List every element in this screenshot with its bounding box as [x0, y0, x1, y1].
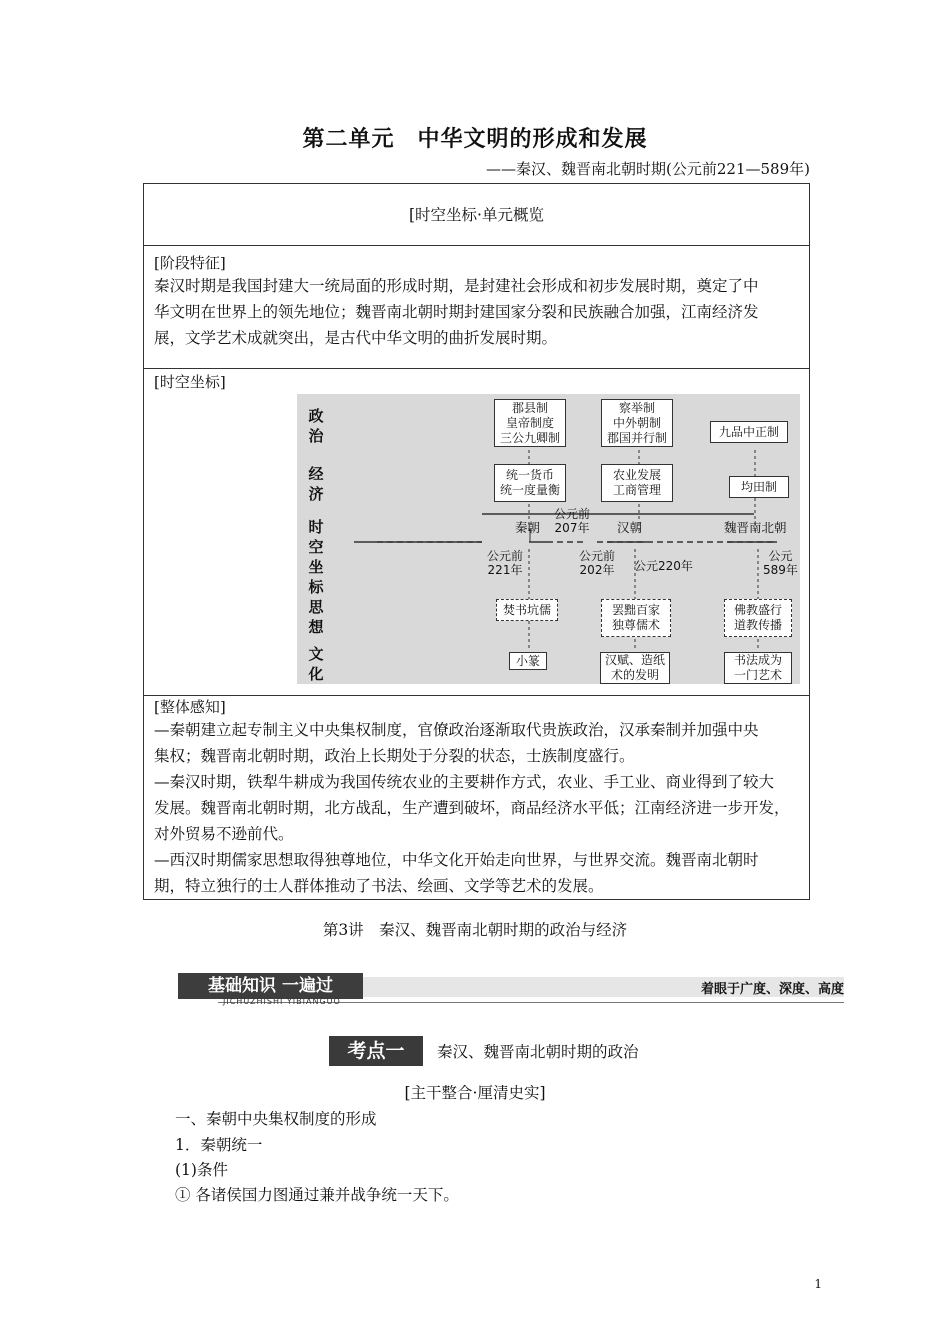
date-207bc: 公元前 207年	[554, 507, 591, 535]
unit-title: 第二单元 中华文明的形成和发展	[302, 126, 648, 152]
stage-line: 华文明在世界上的领先地位；魏晋南北朝时期封建国家分裂和民族融合加强，江南经济发	[154, 303, 759, 321]
date-221bc: 公元前 221年	[487, 549, 524, 577]
thought-wei-box: 佛教盛行 道教传播	[724, 599, 792, 637]
economy-wei-box: 均田制	[729, 476, 789, 498]
page-number: 1	[814, 1277, 822, 1291]
overview-header: [时空坐标·单元概览	[409, 206, 544, 224]
politics-qin-box: 郡县制 皇帝制度 三公九卿制	[494, 399, 566, 447]
whole-cell	[144, 696, 809, 899]
kaodian-title: 秦汉、魏晋南北朝时期的政治	[437, 1043, 639, 1061]
stage-cell	[144, 246, 809, 369]
whole-line: 发展。魏晋南北朝时期，北方战乱，生产遭到破坏，商品经济水平低；江南经济进一步开发，	[154, 799, 790, 817]
row-label-politics: 政 治	[308, 407, 324, 445]
whole-line: —西汉时期儒家思想取得独尊地位，中华文化开始走向世界，与世界交流。魏晋南北朝时	[154, 851, 759, 869]
row-label-culture: 文 化	[308, 645, 324, 683]
politics-han-box: 察举制 中外朝制 郡国并行制	[601, 399, 673, 447]
era-wei: 魏晋南北朝	[724, 520, 787, 535]
overview-header-cell	[144, 184, 809, 246]
whole-line: 对外贸易不逊前代。	[154, 825, 294, 843]
banner-tag: 着眼于广度、深度、高度	[700, 982, 844, 997]
date-220ad: 公元220年	[634, 559, 693, 573]
culture-qin-box: 小篆	[509, 652, 547, 670]
body-item: (1)条件	[175, 1161, 228, 1179]
whole-line: —秦朝建立起专制主义中央集权制度，官僚政治逐渐取代贵族政治，汉承秦制并加强中央	[154, 721, 759, 739]
body-heading: 一、秦朝中央集权制度的形成	[175, 1110, 377, 1128]
row-label-economy: 经 济	[308, 465, 324, 503]
lesson-title: 第3讲 秦汉、魏晋南北朝时期的政治与经济	[322, 921, 628, 939]
timeline-diagram	[297, 394, 800, 684]
coord-label: [时空坐标]	[154, 373, 226, 391]
economy-han-box: 农业发展 工商管理	[601, 464, 673, 502]
body-item: ① 各诸侯国力图通过兼并战争统一天下。	[175, 1186, 459, 1204]
row-label-thought: 思 想	[308, 598, 324, 636]
coord-cell	[144, 369, 809, 696]
kaodian-badge: 考点一	[329, 1036, 423, 1066]
era-qin: 秦朝	[515, 520, 541, 535]
body-subheading: 1．秦朝统一	[175, 1136, 263, 1154]
date-589ad: 公元 589年	[763, 549, 798, 577]
unit-subtitle: ——秦汉、魏晋南北朝时期(公元前221—589年)	[486, 160, 810, 178]
culture-han-box: 汉赋、造纸 术的发明	[600, 652, 670, 684]
whole-label: [整体感知]	[154, 698, 226, 716]
stage-line: 展，文学艺术成就突出，是古代中华文明的曲折发展时期。	[154, 329, 558, 347]
stage-line: 秦汉时期是我国封建大一统局面的形成时期，是封建社会形成和初步发展时期，奠定了中	[154, 277, 759, 295]
overview-table	[143, 183, 810, 900]
banner-sub: JICHUZHISHI YIBIANGUO	[223, 997, 341, 1006]
whole-line: 集权；魏晋南北朝时期，政治上长期处于分裂的状态，士族制度盛行。	[154, 747, 635, 765]
whole-line: 期，特立独行的士人群体推动了书法、绘画、文学等艺术的发展。	[154, 877, 604, 895]
section-banner	[178, 973, 844, 1005]
section-label: [主干整合·厘清史实]	[404, 1084, 546, 1102]
whole-line: —秦汉时期，铁犁牛耕成为我国传统农业的主要耕作方式，农业、手工业、商业得到了较大	[154, 773, 775, 791]
thought-qin-box: 焚书坑儒	[496, 599, 558, 621]
culture-wei-box: 书法成为 一门艺术	[724, 652, 792, 684]
row-label-timeline: 时 空 坐 标	[308, 518, 324, 596]
stage-label: [阶段特征]	[154, 254, 226, 272]
era-han: 汉朝	[617, 520, 643, 535]
thought-han-box: 罢黜百家 独尊儒术	[601, 599, 671, 637]
date-202bc: 公元前 202年	[579, 549, 616, 577]
politics-wei-box: 九品中正制	[710, 421, 788, 443]
economy-qin-box: 统一货币 统一度量衡	[494, 464, 566, 502]
banner-main: 基础知识 一遍过	[178, 973, 363, 999]
